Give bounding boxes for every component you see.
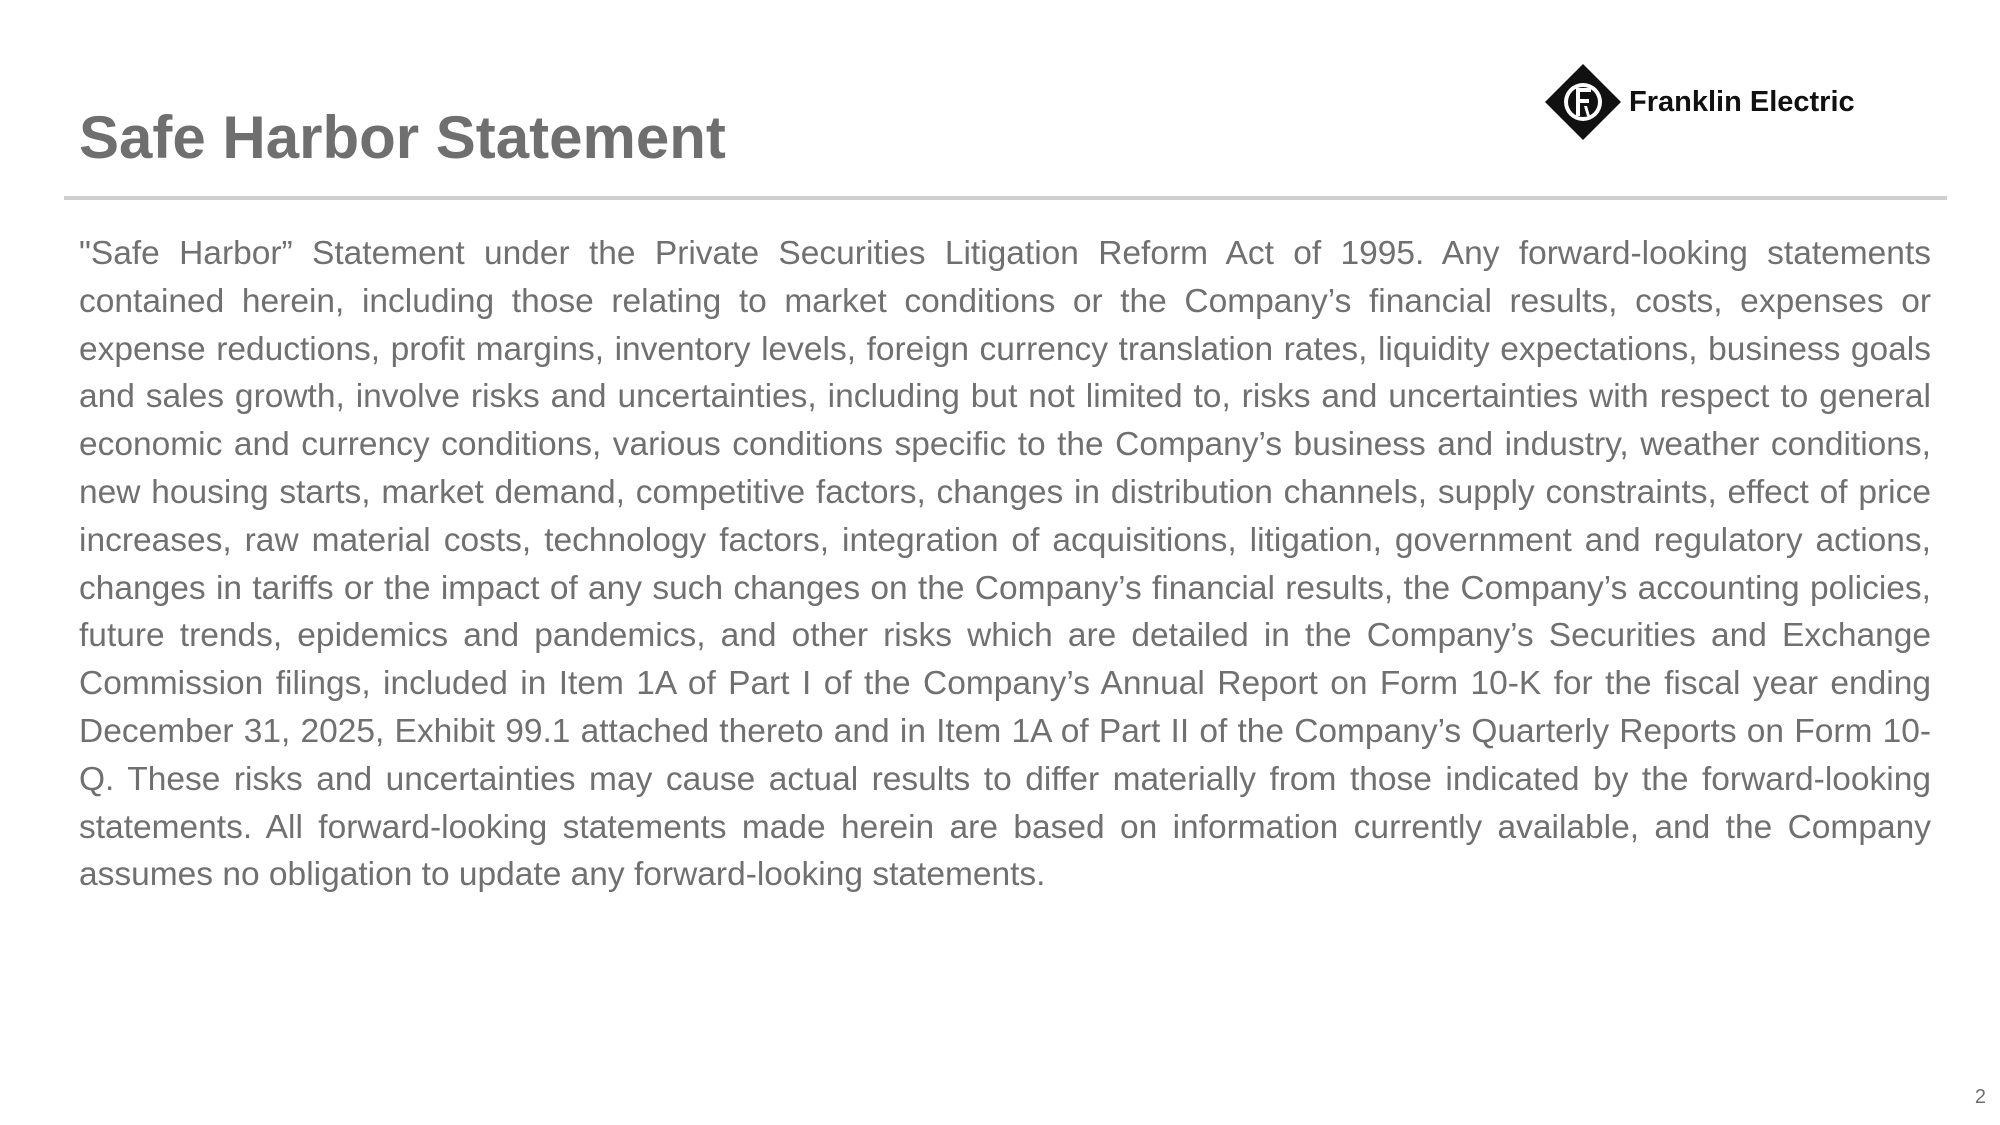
- safe-harbor-paragraph: "Safe Harbor” Statement under the Private Securities Litigation Reform Act of 1995. Any forward-looking statements contained herein, including those relating to market conditions or the Company’s financial results, costs, expenses or expense reductions, profit margins, inventory levels, foreign currency translation rates, liquidity expectations, business goals and sales growth, involve risks and uncertainties, including but not limited to, risks and uncertainties with respect to general economic and currency conditions, various conditions specific to the Company’s business and industry, weather conditions, new housing starts, market demand, competitive factors, changes in distribution channels, supply constraints, effect of price increases, raw material costs, technology factors, integration of acquisitions, litigation, government and regulatory actions, changes in tariffs or the impact of any such changes on the Company’s financial results, the Company’s accounting policies, future trends, epidemics and pandemics, and other risks which are detailed in the Company’s Securities and Exchange Commission filings, included in Item 1A of Part I of the Company’s Annual Report on Form 10-K for the fiscal year ending December 31, 2025, Exhibit 99.1 attached thereto and in Item 1A of Part II of the Company’s Quarterly Reports on Form 10-Q. These risks and uncertainties may cause actual results to differ materially from those indicated by the forward-looking statements. All forward-looking statements made herein are based on information currently available, and the Company assumes no obligation to update any forward-looking statements.: [79, 235, 1931, 894]
- title-divider: [64, 196, 1947, 200]
- company-logo: [1543, 62, 1855, 142]
- logo-wordmark: Franklin Electric: [1629, 85, 1855, 118]
- franklin-electric-logo-icon: [1543, 62, 1623, 142]
- page-title: Safe Harbor Statement: [79, 104, 726, 171]
- page-number: 2: [1974, 1086, 1986, 1108]
